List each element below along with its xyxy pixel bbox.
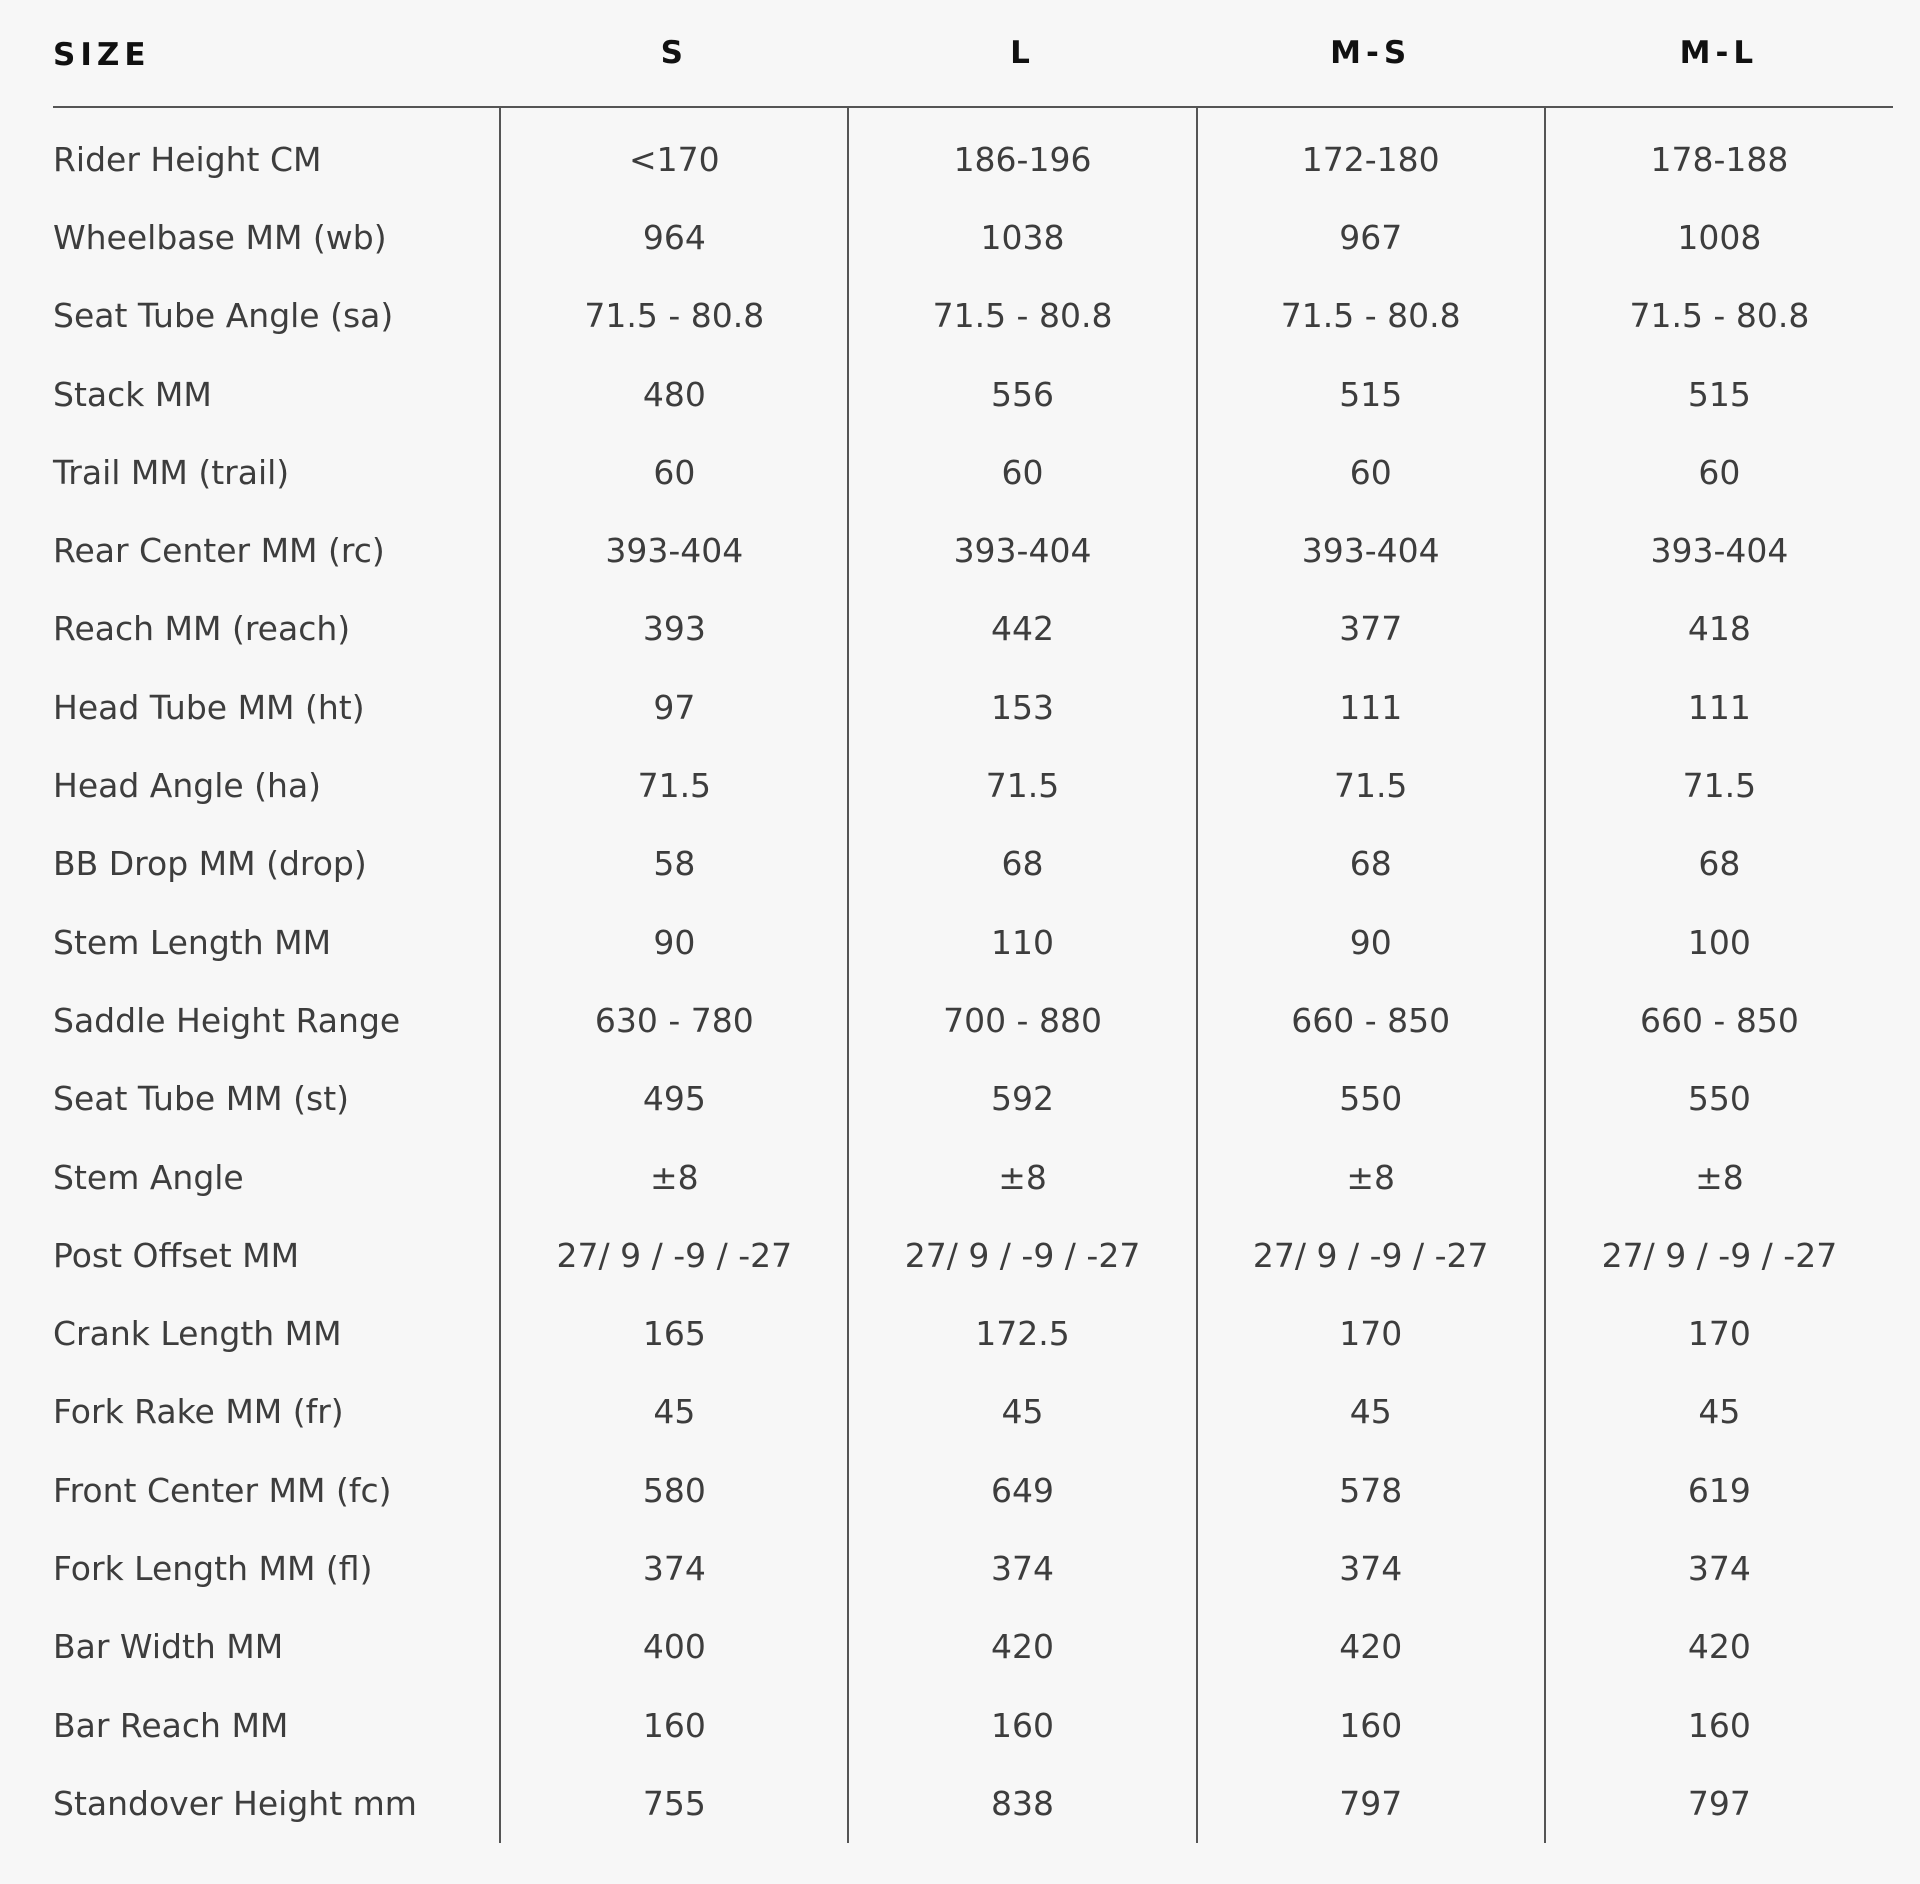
table-cell: 442 [848,590,1196,668]
table-cell: 1008 [1545,198,1893,276]
table-row [53,825,1893,903]
table-cell: 515 [1197,355,1545,433]
row-label: Bar Width MM [53,1627,284,1667]
table-cell: 393-404 [500,511,848,589]
row-label: BB Drop MM (drop) [53,844,367,884]
table-cell: ±8 [1545,1138,1893,1216]
table-cell: 797 [1197,1764,1545,1842]
table-cell: 71.5 - 80.8 [848,277,1196,355]
table-cell: 592 [848,1060,1196,1138]
table-cell: 619 [1545,1451,1893,1529]
row-label: Standover Height mm [53,1783,417,1823]
row-label: Reach MM (reach) [53,609,351,649]
table-cell: 60 [500,433,848,511]
table-row [53,903,1893,981]
table-cell: 420 [1545,1608,1893,1686]
table-cell: 170 [1545,1294,1893,1372]
table-cell: 578 [1197,1451,1545,1529]
table-cell: ±8 [1197,1138,1545,1216]
size-column-header: M-L [1545,0,1893,107]
table-row [53,590,1893,668]
table-row [53,1686,1893,1764]
table-cell: 71.5 - 80.8 [1545,277,1893,355]
table-cell: 71.5 [500,746,848,824]
table-row [53,1216,1893,1294]
row-label: Fork Length MM (fl) [53,1548,373,1588]
table-cell: 60 [1197,433,1545,511]
size-header-label: SIZE [53,0,500,107]
table-cell: 111 [1545,668,1893,746]
table-row [53,668,1893,746]
table-cell: 630 - 780 [500,981,848,1059]
table-cell: <170 [500,107,848,198]
row-label: Front Center MM (fc) [53,1470,392,1510]
table-cell: 90 [500,903,848,981]
table-cell: 660 - 850 [1545,981,1893,1059]
table-cell: 60 [1545,433,1893,511]
table-cell: 178-188 [1545,107,1893,198]
table-cell: 580 [500,1451,848,1529]
row-label: Head Angle (ha) [53,766,322,806]
row-label: Stack MM [53,374,212,414]
row-label: Rider Height CM [53,139,322,179]
table-row [53,198,1893,276]
row-label: Post Offset MM [53,1235,300,1275]
table-cell: 110 [848,903,1196,981]
table-cell: 27/ 9 / -9 / -27 [1545,1216,1893,1294]
table-cell: 71.5 [848,746,1196,824]
row-label: Stem Length MM [53,922,332,962]
table-cell: 556 [848,355,1196,433]
size-column-header: M-S [1197,0,1545,107]
geometry-table-body [53,107,1893,1843]
table-cell: 797 [1545,1764,1893,1842]
table-row [53,355,1893,433]
table-cell: 71.5 [1197,746,1545,824]
table-row [53,1060,1893,1138]
table-row [53,1373,1893,1451]
table-cell: 71.5 - 80.8 [1197,277,1545,355]
table-row [53,107,1893,198]
table-cell: 45 [1545,1373,1893,1451]
table-cell: 374 [848,1529,1196,1607]
geometry-table-header [53,0,1893,107]
table-cell: 393-404 [848,511,1196,589]
table-row [53,1529,1893,1607]
table-cell: 45 [1197,1373,1545,1451]
table-cell: 111 [1197,668,1545,746]
table-cell: 495 [500,1060,848,1138]
table-cell: 400 [500,1608,848,1686]
table-cell: 71.5 - 80.8 [500,277,848,355]
row-label: Wheelbase MM (wb) [53,217,387,257]
table-row [53,981,1893,1059]
row-label: Seat Tube Angle (sa) [53,296,394,336]
table-cell: 100 [1545,903,1893,981]
table-row [53,1608,1893,1686]
table-cell: 186-196 [848,107,1196,198]
table-cell: 374 [500,1529,848,1607]
table-cell: 480 [500,355,848,433]
table-cell: 71.5 [1545,746,1893,824]
table-cell: 60 [848,433,1196,511]
table-cell: 1038 [848,198,1196,276]
table-cell: 515 [1545,355,1893,433]
table-cell: 160 [500,1686,848,1764]
table-cell: 153 [848,668,1196,746]
table-cell: ±8 [848,1138,1196,1216]
geometry-table [53,0,1893,1843]
row-label: Rear Center MM (rc) [53,531,385,571]
table-cell: 160 [1197,1686,1545,1764]
table-cell: 172.5 [848,1294,1196,1372]
size-column-header: S [500,0,848,107]
table-cell: 27/ 9 / -9 / -27 [500,1216,848,1294]
table-cell: ±8 [500,1138,848,1216]
row-label: Stem Angle [53,1157,244,1197]
table-cell: 377 [1197,590,1545,668]
table-cell: 420 [1197,1608,1545,1686]
table-cell: 964 [500,198,848,276]
table-cell: 58 [500,825,848,903]
table-cell: 90 [1197,903,1545,981]
table-row [53,1294,1893,1372]
table-cell: 45 [500,1373,848,1451]
table-row [53,1764,1893,1842]
table-cell: 967 [1197,198,1545,276]
table-cell: 68 [848,825,1196,903]
table-cell: 45 [848,1373,1196,1451]
table-cell: 393 [500,590,848,668]
table-cell: 27/ 9 / -9 / -27 [848,1216,1196,1294]
table-row [53,511,1893,589]
table-cell: 649 [848,1451,1196,1529]
table-row [53,277,1893,355]
table-row [53,1138,1893,1216]
row-label: Fork Rake MM (fr) [53,1392,344,1432]
table-cell: 172-180 [1197,107,1545,198]
row-label: Head Tube MM (ht) [53,687,365,727]
table-cell: 550 [1545,1060,1893,1138]
table-cell: 97 [500,668,848,746]
table-cell: 838 [848,1764,1196,1842]
table-row [53,433,1893,511]
table-cell: 418 [1545,590,1893,668]
row-label: Trail MM (trail) [53,452,290,492]
table-cell: 68 [1197,825,1545,903]
table-cell: 170 [1197,1294,1545,1372]
table-cell: 27/ 9 / -9 / -27 [1197,1216,1545,1294]
table-cell: 700 - 880 [848,981,1196,1059]
table-cell: 160 [1545,1686,1893,1764]
table-row [53,1451,1893,1529]
row-label: Bar Reach MM [53,1705,289,1745]
row-label: Saddle Height Range [53,1000,401,1040]
row-label: Seat Tube MM (st) [53,1079,350,1119]
table-cell: 160 [848,1686,1196,1764]
table-cell: 68 [1545,825,1893,903]
table-cell: 374 [1545,1529,1893,1607]
table-cell: 550 [1197,1060,1545,1138]
header-row [53,0,1893,107]
row-label: Crank Length MM [53,1314,342,1354]
table-cell: 420 [848,1608,1196,1686]
table-row [53,746,1893,824]
table-cell: 393-404 [1545,511,1893,589]
table-cell: 393-404 [1197,511,1545,589]
size-column-header: L [848,0,1196,107]
table-cell: 755 [500,1764,848,1842]
table-cell: 165 [500,1294,848,1372]
table-cell: 374 [1197,1529,1545,1607]
table-cell: 660 - 850 [1197,981,1545,1059]
